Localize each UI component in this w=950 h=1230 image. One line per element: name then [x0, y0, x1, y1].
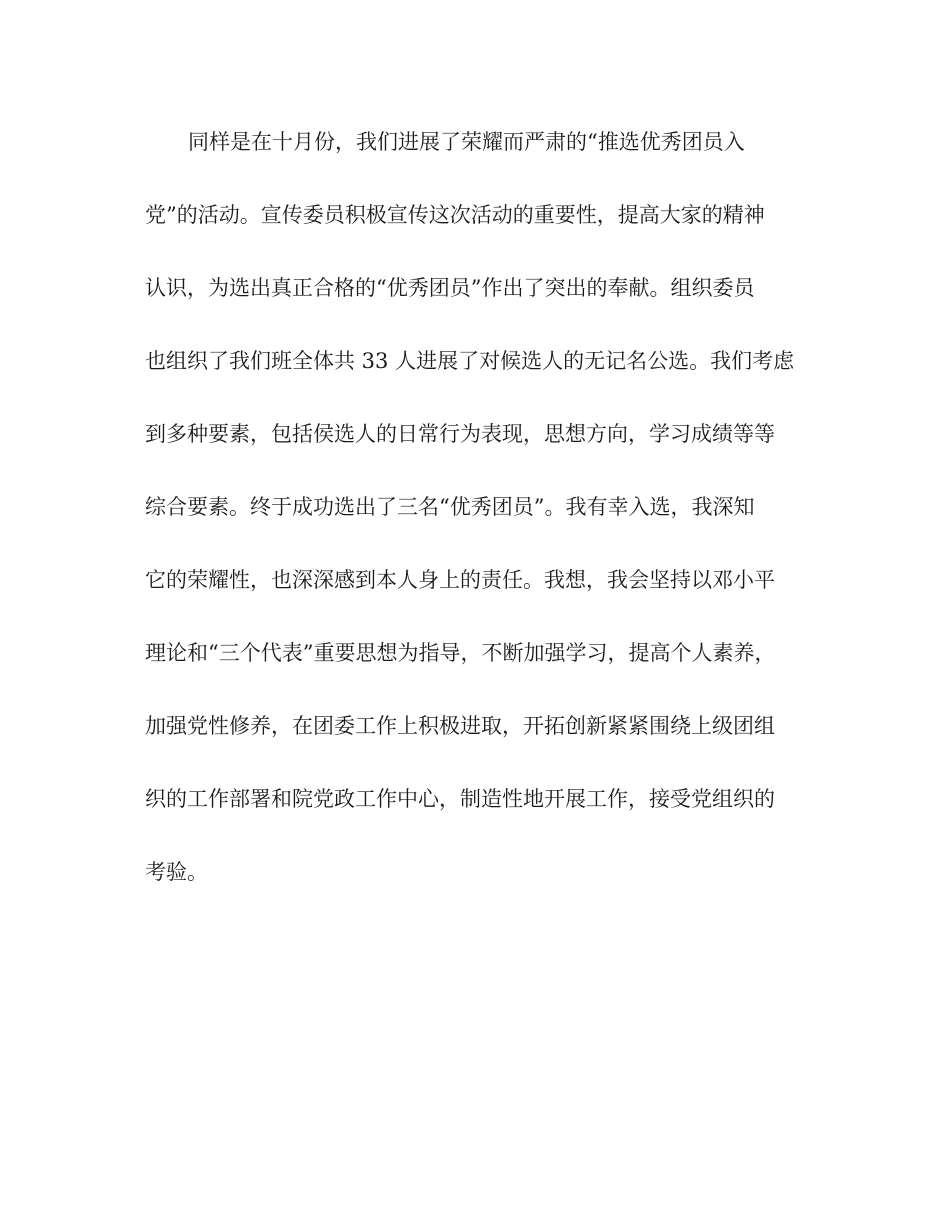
paragraph-line: 考验。 — [145, 860, 208, 884]
paragraph-line: 理论和“三个代表”重要思想为指导，不断加强学习，提高个人素养， — [145, 641, 776, 665]
paragraph-line: 同样是在十月份，我们进展了荣耀而严肃的“推选优秀团员入 — [188, 130, 745, 154]
paragraph-line: 也组织了我们班全体共 33 人进展了对候选人的无记名公选。我们考虑 — [145, 349, 795, 373]
paragraph-line: 认识，为选出真正合格的“优秀团员”作出了突出的奉献。组织委员 — [145, 276, 755, 300]
paragraph-line: 织的工作部署和院党政工作中心，制造性地开展工作，接受党组织的 — [145, 787, 775, 811]
paragraph-line: 它的荣耀性，也深深感到本人身上的责任。我想，我会坚持以邓小平 — [145, 568, 775, 592]
paragraph-line: 加强党性修养，在团委工作上积极进取，开拓创新紧紧围绕上级团组 — [145, 714, 775, 738]
paragraph-line: 党”的活动。宣传委员积极宣传这次活动的重要性，提高大家的精神 — [145, 203, 765, 227]
paragraph-line: 综合要素。终于成功选出了三名“优秀团员”。我有幸入选，我深知 — [145, 495, 755, 519]
paragraph-line: 到多种要素，包括侯选人的日常行为表现，思想方向，学习成绩等等 — [145, 422, 775, 446]
